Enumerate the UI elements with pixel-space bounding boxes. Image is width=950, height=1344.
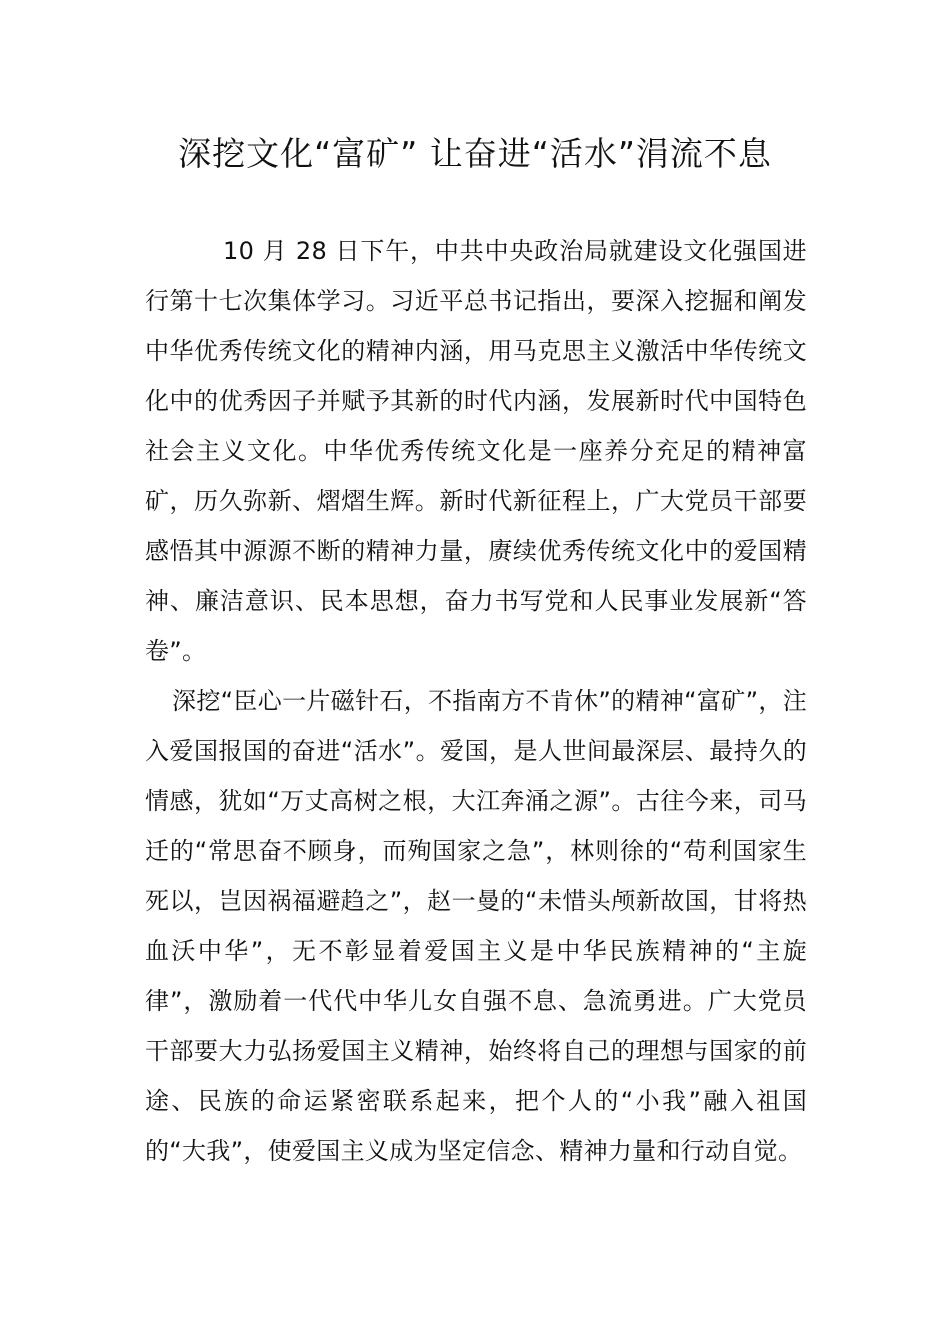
document-body <box>145 226 807 1176</box>
paragraph-1: 10 月 28 日下午，中共中央政治局就建设文化强国进行第十七次集体学习。习近平总书记指出，要深入挖掘和阐发中华优秀传统文化的精神内涵，用马克思主义激活中华传统文化中的优秀因子并赋予其新的时代内涵，发展新时代中国特色社会主义文化。中华优秀传统文化是一座养分充足的精神富矿，历久弥新、熠熠生辉。新时代新征程上，广大党员干部要感悟其中源源不断的精神力量，赓续优秀传统文化中的爱国精神、廉洁意识、民本思想，奋力书写党和人民事业发展新“答卷”。 <box>145 237 807 665</box>
paragraph-2: 深挖“臣心一片磁针石，不指南方不肯休”的精神“富矿”，注入爱国报国的奋进“活水”。爱国，是人世间最深层、最持久的情感，犹如“万丈高树之根，大江奔涌之源”。古往今来，司马迁的“常思奋不顾身，而殉国家之急”，林则徐的“苟利国家生死以，岂因祸福避趋之”，赵一曼的“未惜头颅新故国，甘将热血沃中华”，无不彰显着爱国主义是中华民族精神的“主旋律”，激励着一代代中华儿女自强不息、急流勇进。广大党员干部要大力弘扬爱国主义精神，始终将自己的理想与国家的前途、民族的命运紧密联系起来，把个人的“小我”融入祖国的“大我”，使爱国主义成为坚定信念、精神力量和行动自觉。 <box>145 687 807 1165</box>
document-title: 深挖文化“富矿” 让奋进“活水”涓流不息 <box>178 134 772 173</box>
